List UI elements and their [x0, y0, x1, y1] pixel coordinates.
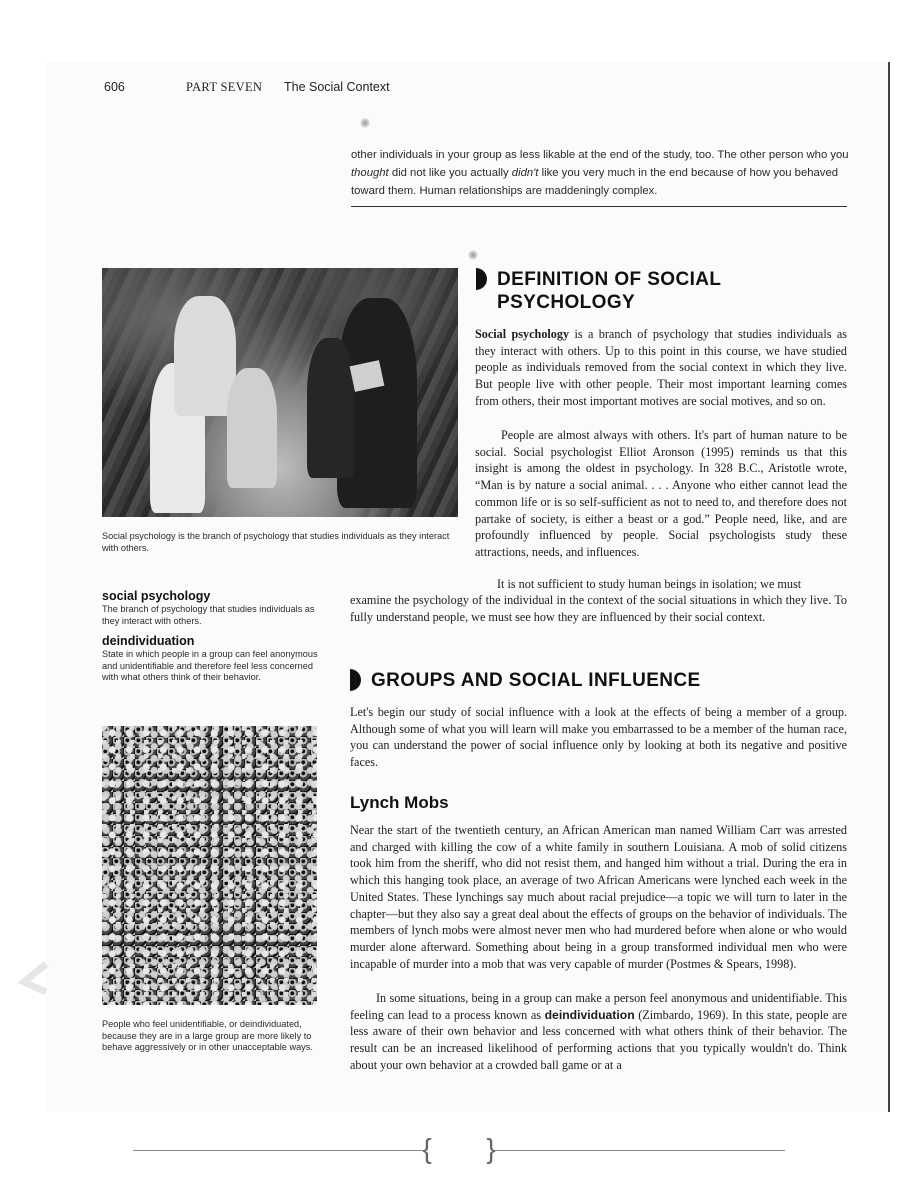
page-number: 606: [104, 80, 125, 94]
body-paragraph: People are almost always with others. It's part of human nature to be social. Social psychologist Elliot Aronson (1995) reminds us that this insight is among the oldest in psychology. In 328 B.C., Aristotle wrote, “Man is by nature a social animal. . . . Anyone who either cannot lead the common life or is so self-sufficient as not to need to, and therefore does not partake of society, is either a beast or a god.” People need, like, and are profoundly influenced by people. Social psychologists study these attractions, needs, and influences.: [475, 428, 847, 559]
nav-divider: [133, 1150, 423, 1151]
group-photo: [102, 268, 458, 517]
part-label: PART SEVEN: [186, 80, 263, 94]
body-paragraph: In some situations, being in a group can make a person feel anonymous and unidentifiable. This feeling can lead to a process known as deindividuation (Zimbardo, 1969). In this state, people are less aware of their own behavior and less concerned with what others think of their behavior. The result can be an increased likelihood of performing actions that you typically wouldn't do. Think about your own behavior at a crowded ball game or at a: [350, 991, 847, 1072]
subsection-heading: Lynch Mobs: [350, 793, 449, 812]
smudge-mark: [360, 118, 370, 128]
nav-divider: [495, 1150, 785, 1151]
back-arrow-icon[interactable]: [16, 958, 56, 998]
body-paragraph: Near the start of the twentieth century, an African American man named William Carr was arrested and charged with killing the cow of a white family in southern Louisiana. A mob of solid citizens took him from the sheriff, who did not resist them, and hanged him without a trial. During the era in which this hanging took place, an average of two African Americans were lynched each week in the United States. These lynchings say much about racial prejudice—a topic we will turn to later in the chapter—but they also say a great deal about the effects of groups on the behavior of individuals. The members of lynch mobs were almost never men who had murdered before when alone or who would murder alone afterward. Something about being in a group transformed individual men who were incapable of murder into a mob that was very capable of murder (Postmes & Spears, 1998).: [350, 823, 847, 971]
section-heading: GROUPS AND SOCIAL INFLUENCE: [371, 670, 701, 691]
glossary-definition: The branch of psychology that studies individuals as they interact with others.: [102, 604, 315, 626]
section-heading: DEFINITION OF SOCIAL PSYCHOLOGY: [497, 269, 722, 313]
body-paragraph: Let's begin our study of social influence with a look at the effects of being a member of a group. Although some of what you will learn will make you embarrassed to be a member of the human race, you can understand the power of social influence only by looking at both its negative and positive faces.: [350, 705, 847, 770]
body-paragraph: Social psychology is a branch of psychology that studies individuals as they interact with others. Up to this point in this course, we have studied people as individuals removed from the social context in which they live. But people live with other people. Their most important learning comes from others, their most important motives are social motives, and so on.: [475, 327, 847, 408]
glossary-term: deindividuation: [102, 634, 195, 648]
glossary-entry: [102, 634, 322, 684]
figure-caption: Social psychology is the branch of psychology that studies individuals as they interact with others.: [102, 531, 450, 553]
next-page-button[interactable]: }: [486, 1133, 496, 1164]
crowd-photo: [102, 726, 317, 1005]
body-paragraph: It is not sufficient to study human beings in isolation; we must: [497, 577, 802, 591]
body-paragraph: examine the psychology of the individual in the context of the social situations in which they live. To fully understand people, we must see how they are influenced by their social context.: [350, 593, 847, 624]
intro-paragraph: other individuals in your group as less likable at the end of the study, too. The other person who you thought did not like you actually didn't like you very much in the end because of how you behaved toward them. Human relationships are maddeningly complex.: [351, 149, 849, 197]
glossary-definition: State in which people in a group can feel anonymous and unidentifiable and therefore feel less concerned with what others think of their behavior.: [102, 649, 318, 682]
section-title: The Social Context: [284, 80, 390, 94]
figure-caption: People who feel unidentifiable, or deindividuated, because they are in a large group are more likely to behave aggressively or in other unacceptable ways.: [102, 1019, 313, 1052]
glossary-entry: [102, 589, 322, 627]
glossary-term: social psychology: [102, 589, 211, 603]
prev-page-button[interactable]: {: [422, 1133, 432, 1164]
smudge-mark: [468, 250, 478, 260]
section-divider: [351, 206, 847, 207]
